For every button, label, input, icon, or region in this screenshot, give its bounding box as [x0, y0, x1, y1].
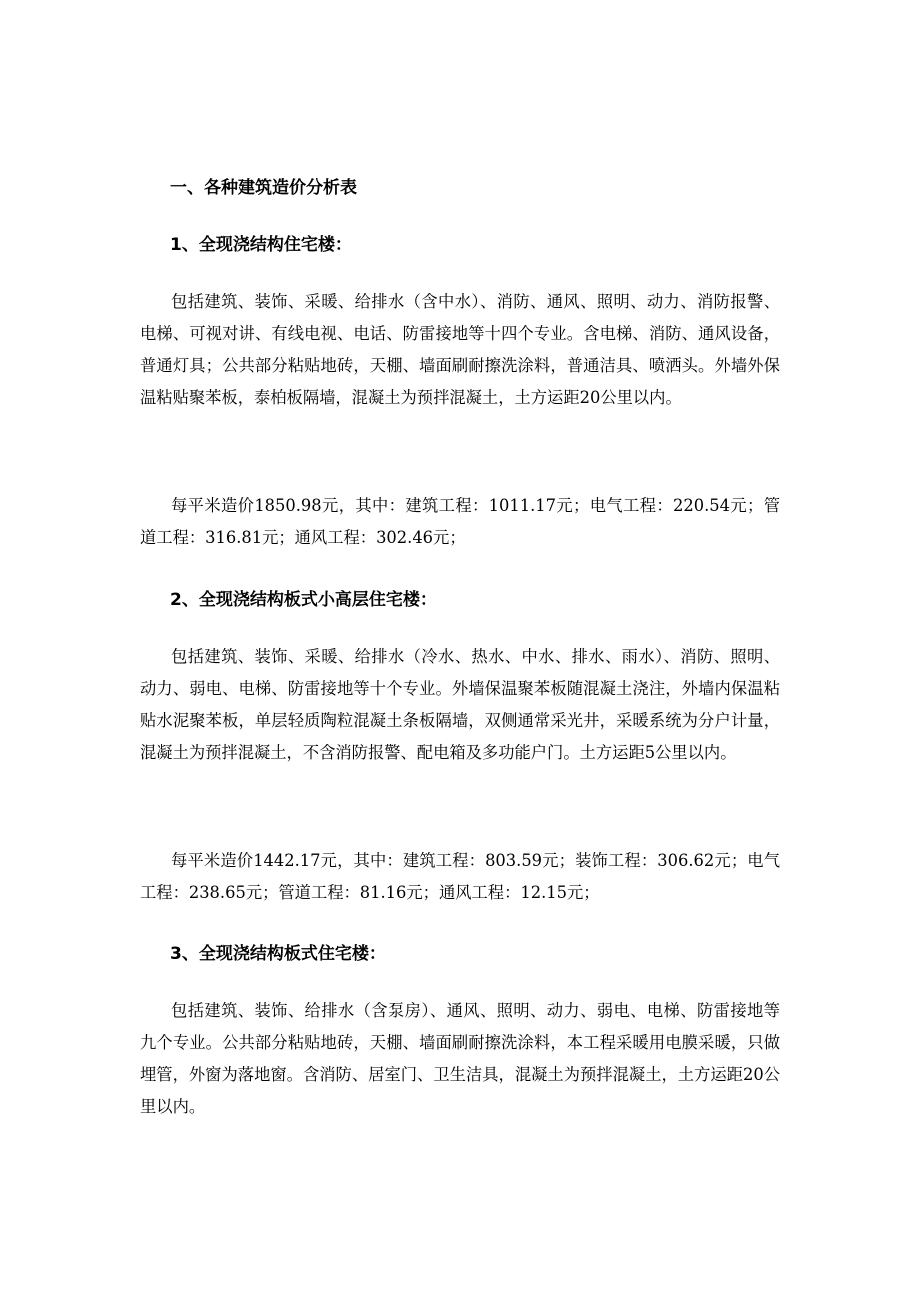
section-3-heading: 3、全现浇结构板式住宅楼：	[170, 944, 386, 964]
section-3-description: 包括建筑、装饰、给排水（含泵房）、通风、照明、动力、弱电、电梯、防雷接地等九个专业。公共部分粘贴地砖，天棚、墙面刷耐擦洗涂料，本工程采暖用电膜采暖，只做埋管，外窗为落地窗。含消防、居室门、卫生洁具，混凝土为预拌混凝土，土方运距20公里以内。	[140, 1001, 780, 1116]
section-2-cost: 每平米造价1442.17元，其中：建筑工程：803.59元；装饰工程：306.62元；电气工程：238.65元；管道工程：81.16元；通风工程：12.15元；	[140, 851, 780, 902]
section-2-description: 包括建筑、装饰、采暖、给排水（冷水、热水、中水、排水、雨水）、消防、照明、动力、弱电、电梯、防雷接地等十个专业。外墙保温聚苯板随混凝土浇注，外墙内保温粘贴水泥聚苯板，单层轻质陶粒混凝土条板隔墙，双侧通常采光井，采暖系统为分户计量，混凝土为预拌混凝土，不含消防报警、配电箱及多功能户门。土方运距5公里以内。	[140, 647, 780, 762]
section-2-heading: 2、全现浇结构板式小高层住宅楼：	[170, 590, 437, 610]
section-1-heading: 1、全现浇结构住宅楼：	[170, 235, 352, 255]
document-title: 一、各种建筑造价分析表	[170, 178, 357, 198]
section-1-description: 包括建筑、装饰、采暖、给排水（含中水）、消防、通风、照明、动力、消防报警、电梯、可视对讲、有线电视、电话、防雷接地等十四个专业。含电梯、消防、通风设备，普通灯具；公共部分粘贴地砖，天棚、墙面刷耐擦洗涂料，普通洁具、喷洒头。外墙外保温粘贴聚苯板，泰柏板隔墙，混凝土为预拌混凝土，土方运距20公里以内。	[140, 292, 780, 407]
section-1-cost: 每平米造价1850.98元，其中：建筑工程：1011.17元；电气工程：220.54元；管道工程：316.81元；通风工程：302.46元；	[140, 496, 780, 547]
